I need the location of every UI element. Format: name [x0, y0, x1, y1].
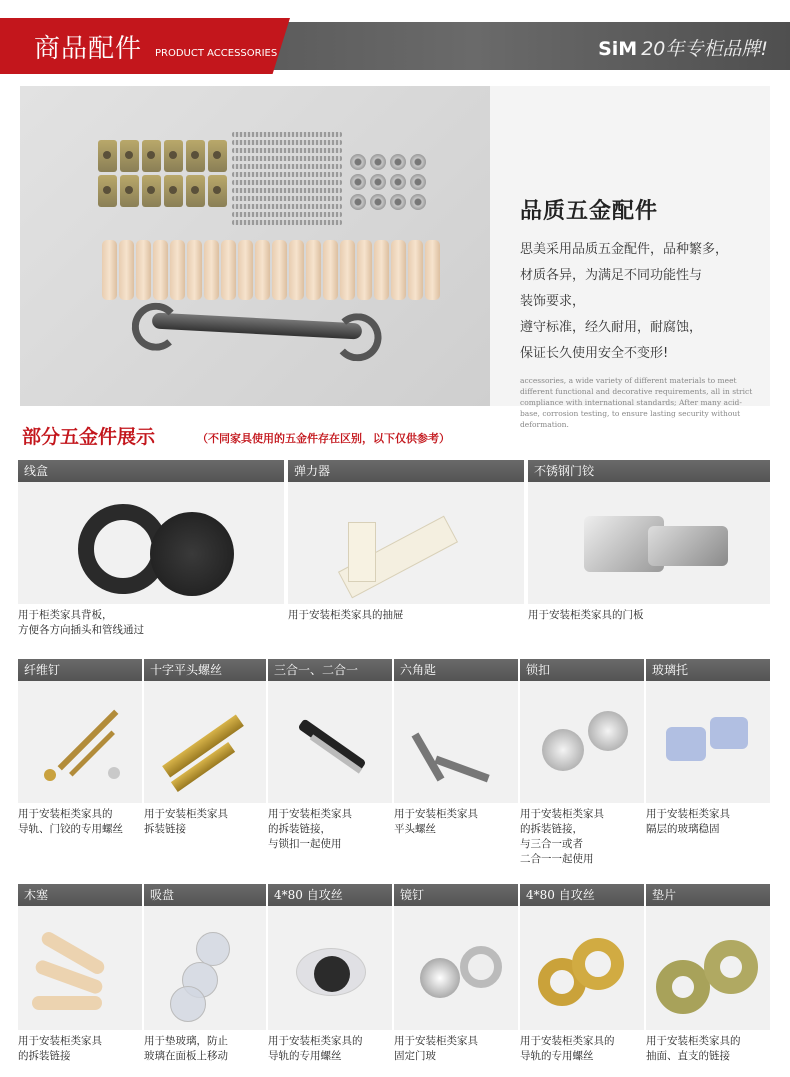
barrel-nuts-icon: [98, 140, 228, 207]
item-description: [18, 1034, 142, 1064]
item-description: [394, 807, 518, 837]
item-card: [18, 460, 284, 638]
brand-logo: SiM: [598, 38, 638, 60]
item-label: 弹力器: [288, 460, 524, 482]
hero-line: 思美采用品质五金配件，品种繁多，: [520, 242, 729, 257]
page-header: [0, 22, 790, 70]
wrench-icon: [152, 313, 363, 340]
item-card: [520, 884, 644, 1064]
hero-line: 装饰要求，: [520, 294, 586, 309]
glass-support-icon: [646, 681, 770, 803]
mirror-nail-icon: [394, 906, 518, 1030]
cable-grommet-icon: [18, 482, 284, 604]
brass-washers-icon: [520, 906, 644, 1030]
item-label: 纤维钉: [18, 659, 142, 681]
washers-icon: [646, 906, 770, 1030]
item-desc-text: 用于柜类家具背板， 方便各方向插头和管线通过: [18, 609, 144, 636]
item-card: [646, 659, 770, 837]
item-card: [268, 884, 392, 1064]
item-description: [288, 608, 524, 623]
item-card: [528, 460, 770, 623]
item-desc-text: 用于安装柜类家具的 导轨、门铰的专用螺丝: [18, 808, 123, 835]
wooden-dowels-icon: [102, 240, 440, 300]
item-card: [18, 659, 142, 837]
brand-slogan: [598, 34, 768, 61]
item-description: [528, 608, 770, 623]
cam-lock-icon: [520, 681, 644, 803]
item-label: 线盒: [18, 460, 284, 482]
item-card: [18, 884, 142, 1064]
item-label: 锁扣: [520, 659, 644, 681]
item-card: [268, 659, 392, 852]
header-subtitle: PRODUCT ACCESSORIES: [155, 48, 278, 59]
item-label: 木塞: [18, 884, 142, 906]
hardware-photo: [20, 86, 490, 406]
hero-english: accessories, a wide variety of different materials to meet different functional and decorative requirements, all in strict compliance with international standards; After many acid-base, corrosion testing, to ensure lasting security without deformation.: [520, 376, 753, 429]
item-desc-text: 用于安装柜类家具的门板: [528, 609, 644, 621]
item-desc-text: 用于安装柜类家具的 导轨的专用螺丝: [520, 1035, 615, 1062]
item-card: [394, 884, 518, 1064]
item-desc-text: 用于安装柜类家具 固定门玻: [394, 1035, 478, 1062]
screws-icon: [18, 681, 142, 803]
item-label: 六角匙: [394, 659, 518, 681]
item-card: [288, 460, 524, 623]
item-label: 吸盘: [144, 884, 266, 906]
item-desc-text: 用于安装柜类家具 隔层的玻璃稳固: [646, 808, 730, 835]
item-label: 不锈钢门铰: [528, 460, 770, 482]
brand-text: 20年专柜品牌!: [641, 38, 768, 60]
item-card: [144, 659, 266, 837]
threaded-rods-icon: [232, 132, 342, 224]
section-title: 部分五金件展示: [22, 426, 156, 448]
hex-key-icon: [394, 681, 518, 803]
item-desc-text: 用于安装柜类家具 拆装链接: [144, 808, 228, 835]
item-description: [144, 807, 266, 837]
item-description: [268, 807, 392, 852]
hero-text: [520, 194, 760, 430]
item-label: 垫片: [646, 884, 770, 906]
item-description: [144, 1034, 266, 1064]
item-description: [18, 608, 284, 638]
hero-line: 遵守标准，经久耐用，耐腐蚀，: [520, 320, 703, 335]
item-label: 镜钉: [394, 884, 518, 906]
item-desc-text: 用于安装柜类家具的抽屉: [288, 609, 404, 621]
item-description: [520, 1034, 644, 1064]
hero-line: 材质各异，为满足不同功能性与: [520, 268, 703, 283]
item-description: [268, 1034, 392, 1064]
hero-panel: [20, 86, 770, 429]
screw-cap-icon: [268, 906, 392, 1030]
hex-nuts-icon: [350, 154, 440, 210]
section-note: （不同家具使用的五金件存在区别，以下仅供参考）: [197, 432, 450, 445]
item-description: [520, 807, 644, 867]
item-card: [646, 884, 770, 1064]
item-card: [520, 659, 644, 867]
item-label: 十字平头螺丝: [144, 659, 266, 681]
item-description: [18, 807, 142, 837]
item-desc-text: 用于安装柜类家具 的拆装链接， 与三合一或者 二合一一起使用: [520, 808, 604, 865]
connector-icon: [268, 681, 392, 803]
item-card: [144, 884, 266, 1064]
item-desc-text: 用于垫玻璃，防止 玻璃在面板上移动: [144, 1035, 228, 1062]
item-description: [646, 1034, 770, 1064]
item-label: 4*80 自攻丝: [520, 884, 644, 906]
item-desc-text: 用于安装柜类家具 平头螺丝: [394, 808, 478, 835]
item-description: [394, 1034, 518, 1064]
suction-pads-icon: [144, 906, 266, 1030]
item-desc-text: 用于安装柜类家具 的拆装链接， 与锁扣一起使用: [268, 808, 352, 850]
item-label: 4*80 自攻丝: [268, 884, 392, 906]
item-desc-text: 用于安装柜类家具的 抽面、直支的链接: [646, 1035, 741, 1062]
item-desc-text: 用于安装柜类家具的 导轨的专用螺丝: [268, 1035, 363, 1062]
hero-line: 保证长久使用安全不变形!: [520, 346, 669, 361]
dowels-icon: [18, 906, 142, 1030]
header-title: 商品配件: [34, 34, 143, 64]
push-latch-icon: [288, 482, 524, 604]
item-label: 三合一、二合一: [268, 659, 392, 681]
item-label: 玻璃托: [646, 659, 770, 681]
item-description: [646, 807, 770, 837]
cross-bolts-icon: [144, 681, 266, 803]
hinge-icon: [528, 482, 770, 604]
hero-heading: 品质五金配件: [520, 199, 659, 224]
item-desc-text: 用于安装柜类家具 的拆装链接: [18, 1035, 102, 1062]
item-card: [394, 659, 518, 837]
